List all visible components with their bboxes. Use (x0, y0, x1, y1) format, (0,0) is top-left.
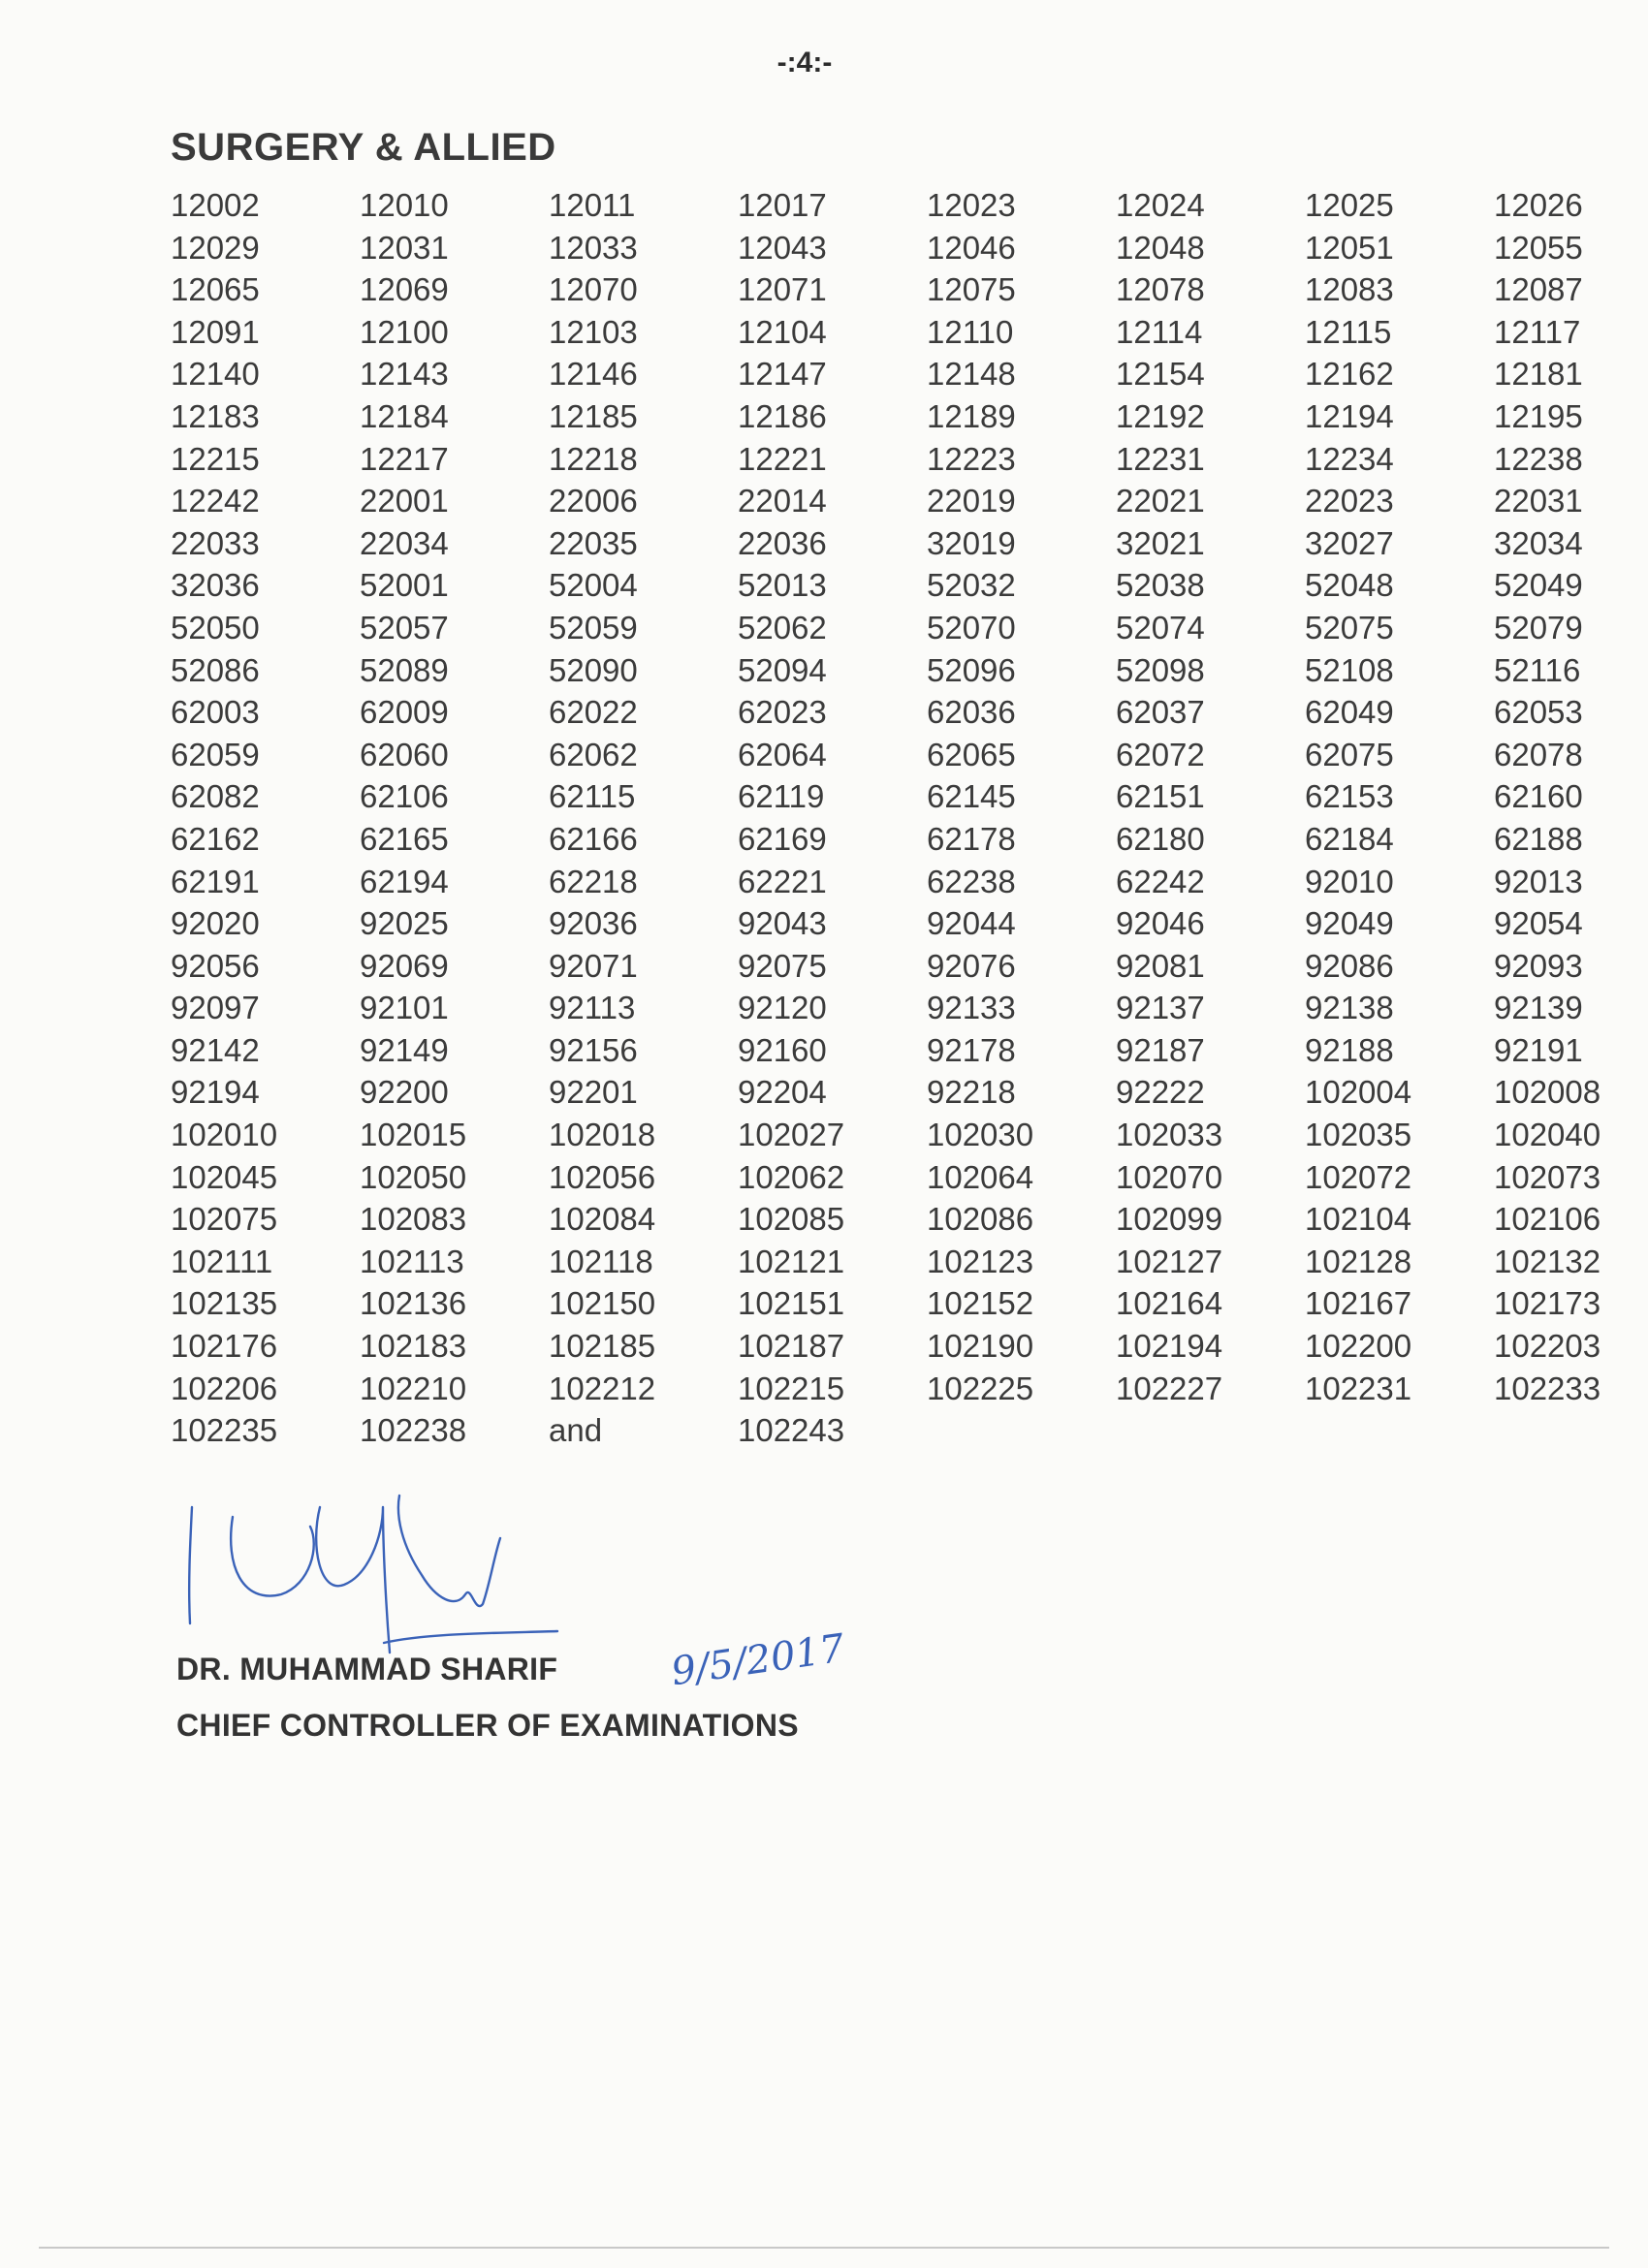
roll-number: 62160 (1494, 778, 1583, 815)
roll-number: 102185 (549, 1328, 656, 1365)
roll-number: 12192 (1116, 397, 1205, 434)
roll-number: 62242 (1116, 863, 1205, 899)
roll-number: 62082 (171, 778, 260, 815)
roll-number: 62049 (1305, 694, 1394, 731)
roll-number: 102121 (738, 1243, 845, 1279)
roll-number: 12017 (738, 187, 827, 223)
roll-number: 52089 (360, 651, 449, 688)
roll-number: 102128 (1305, 1243, 1412, 1279)
roll-number: 22006 (549, 483, 638, 520)
roll-number: 12002 (171, 187, 260, 223)
roll-number: 62065 (927, 736, 1016, 772)
roll-number: 62191 (171, 863, 260, 899)
roll-number: 102243 (738, 1412, 845, 1449)
roll-number: 92013 (1494, 863, 1583, 899)
roll-number: 102118 (549, 1243, 653, 1279)
roll-number: 62194 (360, 863, 449, 899)
roll-number: 12055 (1494, 229, 1583, 266)
roll-number: 92138 (1305, 990, 1394, 1026)
roll-number: 12146 (549, 356, 638, 393)
roll-number: 102035 (1305, 1117, 1412, 1153)
roll-number: 52096 (927, 651, 1016, 688)
roll-number: 92133 (927, 990, 1016, 1026)
roll-number: 102086 (927, 1201, 1034, 1238)
roll-number: 12154 (1116, 356, 1205, 393)
roll-number: 12147 (738, 356, 827, 393)
roll-number: 12075 (927, 271, 1016, 308)
roll-number: 62115 (549, 778, 636, 815)
roll-number: 92160 (738, 1031, 827, 1068)
roll-number: 12051 (1305, 229, 1394, 266)
signer-name: DR. MUHAMMAD SHARIF (176, 1652, 558, 1686)
roll-number: 92218 (927, 1074, 1016, 1111)
roll-number: 102136 (360, 1285, 467, 1322)
roll-number: 92036 (549, 905, 638, 942)
roll-number: 102212 (549, 1370, 656, 1406)
roll-number: 62064 (738, 736, 827, 772)
roll-number: 102111 (171, 1243, 273, 1279)
roll-number: 102150 (549, 1285, 656, 1322)
roll-number: 12115 (1305, 313, 1392, 350)
roll-number: 52116 (1494, 651, 1581, 688)
roll-number: 12117 (1494, 313, 1581, 350)
roll-number: 12242 (171, 483, 260, 520)
roll-number: 12048 (1116, 229, 1205, 266)
roll-number: 52108 (1305, 651, 1394, 688)
roll-number: 62165 (360, 820, 449, 857)
roll-number: 102050 (360, 1158, 467, 1195)
roll-number: 92010 (1305, 863, 1394, 899)
roll-number: 62151 (1116, 778, 1205, 815)
roll-number: 92069 (360, 947, 449, 984)
roll-number: 12087 (1494, 271, 1583, 308)
roll-number: 102187 (738, 1328, 845, 1365)
roll-number: 62062 (549, 736, 638, 772)
roll-number: 62178 (927, 820, 1016, 857)
roll-number: 92194 (171, 1074, 260, 1111)
roll-number: 102173 (1494, 1285, 1601, 1322)
roll-number: 12023 (927, 187, 1016, 223)
roll-number: 92086 (1305, 947, 1394, 984)
roll-number: 102062 (738, 1158, 845, 1195)
roll-number: 62218 (549, 863, 638, 899)
signer-title: CHIEF CONTROLLER OF EXAMINATIONS (176, 1708, 799, 1743)
roll-number: 102113 (360, 1243, 464, 1279)
roll-number: 92200 (360, 1074, 449, 1111)
roll-number: 12033 (549, 229, 638, 266)
roll-number: 92071 (549, 947, 638, 984)
roll-number: 12162 (1305, 356, 1394, 393)
roll-number: 102210 (360, 1370, 467, 1406)
roll-number: 62188 (1494, 820, 1583, 857)
roll-number: 12183 (171, 397, 260, 434)
roll-number: 92188 (1305, 1031, 1394, 1068)
roll-number: 92101 (360, 990, 449, 1026)
roll-number: 92142 (171, 1031, 260, 1068)
roll-number: 62106 (360, 778, 449, 815)
roll-number: 92204 (738, 1074, 827, 1111)
roll-number: 92020 (171, 905, 260, 942)
roll-number: 102072 (1305, 1158, 1412, 1195)
roll-number: 102030 (927, 1117, 1034, 1153)
roll-number: 12194 (1305, 397, 1394, 434)
roll-number: 102045 (171, 1158, 278, 1195)
roll-number: 12083 (1305, 271, 1394, 308)
roll-number: 92120 (738, 990, 827, 1026)
roll-number: 102073 (1494, 1158, 1601, 1195)
roll-number: 102085 (738, 1201, 845, 1238)
roll-number: 22034 (360, 524, 449, 561)
roll-number: 102225 (927, 1370, 1034, 1406)
roll-number: 32034 (1494, 524, 1583, 561)
roll-number: 52062 (738, 609, 827, 646)
roll-number: 102152 (927, 1285, 1034, 1322)
roll-number: 52050 (171, 609, 260, 646)
roll-number: 92081 (1116, 947, 1205, 984)
roll-number: 12223 (927, 440, 1016, 477)
roll-number: 22036 (738, 524, 827, 561)
roll-number: 62003 (171, 694, 260, 731)
roll-number: 52059 (549, 609, 638, 646)
roll-number: 102203 (1494, 1328, 1601, 1365)
roll-number: 102010 (171, 1117, 278, 1153)
roll-number: 62009 (360, 694, 449, 731)
roll-number: 92044 (927, 905, 1016, 942)
roll-number: 102099 (1116, 1201, 1223, 1238)
roll-number: 102064 (927, 1158, 1034, 1195)
roll-number: 92137 (1116, 990, 1205, 1026)
roll-number: 52049 (1494, 567, 1583, 604)
roll-number: 22033 (171, 524, 260, 561)
roll-number: 102070 (1116, 1158, 1223, 1195)
roll-number: 32036 (171, 567, 260, 604)
page-number: -:4:- (776, 47, 833, 79)
roll-number: 12140 (171, 356, 260, 393)
roll-number: 12181 (1494, 356, 1583, 393)
roll-number: 102008 (1494, 1074, 1601, 1111)
roll-number: 102123 (927, 1243, 1034, 1279)
roll-number: 92056 (171, 947, 260, 984)
roll-number: 102215 (738, 1370, 845, 1406)
roll-number: 62145 (927, 778, 1016, 815)
roll-number: 102235 (171, 1412, 278, 1449)
roll-number: 12026 (1494, 187, 1583, 223)
roll-number: 52013 (738, 567, 827, 604)
roll-number: 102206 (171, 1370, 278, 1406)
roll-number: 62153 (1305, 778, 1394, 815)
roll-number: 102033 (1116, 1117, 1223, 1153)
roll-number: 62036 (927, 694, 1016, 731)
section-title: SURGERY & ALLIED (171, 126, 556, 169)
roll-number: 12029 (171, 229, 260, 266)
roll-number: 102238 (360, 1412, 467, 1449)
roll-number: 102227 (1116, 1370, 1223, 1406)
roll-number: 92076 (927, 947, 1016, 984)
roll-number: 52038 (1116, 567, 1205, 604)
roll-number: 22001 (360, 483, 449, 520)
roll-number: 62059 (171, 736, 260, 772)
roll-number: 12046 (927, 229, 1016, 266)
roll-number: 92093 (1494, 947, 1583, 984)
roll-number: 22021 (1116, 483, 1205, 520)
roll-number: 92043 (738, 905, 827, 942)
roll-number: 62221 (738, 863, 827, 899)
roll-number: 92049 (1305, 905, 1394, 942)
roll-number: 92097 (171, 990, 260, 1026)
roll-number: 62078 (1494, 736, 1583, 772)
roll-number: 102127 (1116, 1243, 1223, 1279)
roll-number: 12231 (1116, 440, 1205, 477)
roll-number: 92025 (360, 905, 449, 942)
roll-number: 12069 (360, 271, 449, 308)
signature-date: 9/5/2017 (668, 1625, 847, 1695)
roll-number: 12184 (360, 397, 449, 434)
roll-number: 62022 (549, 694, 638, 731)
roll-number: 12238 (1494, 440, 1583, 477)
roll-number: 12010 (360, 187, 449, 223)
roll-number: 12011 (549, 187, 636, 223)
roll-number: 12195 (1494, 397, 1583, 434)
roll-number: 102018 (549, 1117, 656, 1153)
roll-number: 102183 (360, 1328, 467, 1365)
roll-number: 22014 (738, 483, 827, 520)
roll-number: 12186 (738, 397, 827, 434)
roll-number: 62184 (1305, 820, 1394, 857)
roll-number: 12234 (1305, 440, 1394, 477)
roll-number: 102167 (1305, 1285, 1412, 1322)
roll-number: 22019 (927, 483, 1016, 520)
roll-number: 52074 (1116, 609, 1205, 646)
roll-number: 12025 (1305, 187, 1394, 223)
roll-number: 92201 (549, 1074, 638, 1111)
roll-number: 62180 (1116, 820, 1205, 857)
roll-number: 92113 (549, 990, 636, 1026)
roll-number: 52075 (1305, 609, 1394, 646)
roll-number: 52004 (549, 567, 638, 604)
roll-number: 32027 (1305, 524, 1394, 561)
roll-number: 102075 (171, 1201, 278, 1238)
roll-number: 52057 (360, 609, 449, 646)
roll-number: 102194 (1116, 1328, 1223, 1365)
roll-number: 102083 (360, 1201, 467, 1238)
roll-number: 62166 (549, 820, 638, 857)
roll-number: 102151 (738, 1285, 845, 1322)
roll-number: 52032 (927, 567, 1016, 604)
roll-number: 92187 (1116, 1031, 1205, 1068)
bottom-divider (39, 2247, 1609, 2249)
roll-number: 52098 (1116, 651, 1205, 688)
roll-number: 12221 (738, 440, 827, 477)
roll-number: 12070 (549, 271, 638, 308)
roll-number: 52086 (171, 651, 260, 688)
roll-number: 62023 (738, 694, 827, 731)
roll-number: 102231 (1305, 1370, 1412, 1406)
roll-number: 62037 (1116, 694, 1205, 731)
roll-number: 102200 (1305, 1328, 1412, 1365)
roll-number: 62075 (1305, 736, 1394, 772)
roll-number: 52001 (360, 567, 449, 604)
roll-number: 102164 (1116, 1285, 1223, 1322)
roll-number: 102233 (1494, 1370, 1601, 1406)
roll-number: 12100 (360, 313, 449, 350)
handwritten-signature (174, 1488, 717, 1672)
roll-number: 52094 (738, 651, 827, 688)
roll-number: 92046 (1116, 905, 1205, 942)
roll-number: 12148 (927, 356, 1016, 393)
roll-number: 102190 (927, 1328, 1034, 1365)
roll-number: 12065 (171, 271, 260, 308)
roll-number: 102040 (1494, 1117, 1601, 1153)
roll-number: 12024 (1116, 187, 1205, 223)
roll-number: 52048 (1305, 567, 1394, 604)
roll-number: 102004 (1305, 1074, 1412, 1111)
roll-number: 12104 (738, 313, 827, 350)
roll-number: 102056 (549, 1158, 656, 1195)
roll-number: 22031 (1494, 483, 1583, 520)
roll-number: 92178 (927, 1031, 1016, 1068)
roll-number: 12143 (360, 356, 449, 393)
roll-number: 102132 (1494, 1243, 1601, 1279)
roll-number: 102104 (1305, 1201, 1412, 1238)
roll-number: 12071 (738, 271, 827, 308)
roll-number: 12103 (549, 313, 638, 350)
roll-number: 92191 (1494, 1031, 1583, 1068)
roll-number: 102027 (738, 1117, 845, 1153)
roll-number: 62072 (1116, 736, 1205, 772)
roll-number: 62119 (738, 778, 825, 815)
roll-number: 12031 (360, 229, 449, 266)
roll-number: 92156 (549, 1031, 638, 1068)
roll-number: 62053 (1494, 694, 1583, 731)
roll-number-grid (171, 184, 1615, 1452)
roll-number: 102135 (171, 1285, 278, 1322)
roll-number: 22023 (1305, 483, 1394, 520)
roll-number: 92139 (1494, 990, 1583, 1026)
roll-number: 12185 (549, 397, 638, 434)
roll-number: 22035 (549, 524, 638, 561)
roll-number: 32021 (1116, 524, 1205, 561)
roll-number: 32019 (927, 524, 1016, 561)
roll-number: 12110 (927, 313, 1014, 350)
roll-number: 92075 (738, 947, 827, 984)
roll-number: 102084 (549, 1201, 656, 1238)
conjunction-text: and (549, 1412, 603, 1449)
roll-number: 52079 (1494, 609, 1583, 646)
roll-number: 52090 (549, 651, 638, 688)
roll-number: 92222 (1116, 1074, 1205, 1111)
roll-number: 92054 (1494, 905, 1583, 942)
roll-number: 102176 (171, 1328, 278, 1365)
roll-number: 62169 (738, 820, 827, 857)
roll-number: 52070 (927, 609, 1016, 646)
roll-number: 62238 (927, 863, 1016, 899)
roll-number: 12043 (738, 229, 827, 266)
roll-number: 12078 (1116, 271, 1205, 308)
roll-number: 12218 (549, 440, 638, 477)
roll-number: 12091 (171, 313, 260, 350)
roll-number: 62162 (171, 820, 260, 857)
roll-number: 12114 (1116, 313, 1203, 350)
roll-number: 12215 (171, 440, 260, 477)
roll-number: 62060 (360, 736, 449, 772)
roll-number: 12217 (360, 440, 449, 477)
roll-number: 102015 (360, 1117, 467, 1153)
roll-number: 102106 (1494, 1201, 1601, 1238)
roll-number: 12189 (927, 397, 1016, 434)
roll-number: 92149 (360, 1031, 449, 1068)
